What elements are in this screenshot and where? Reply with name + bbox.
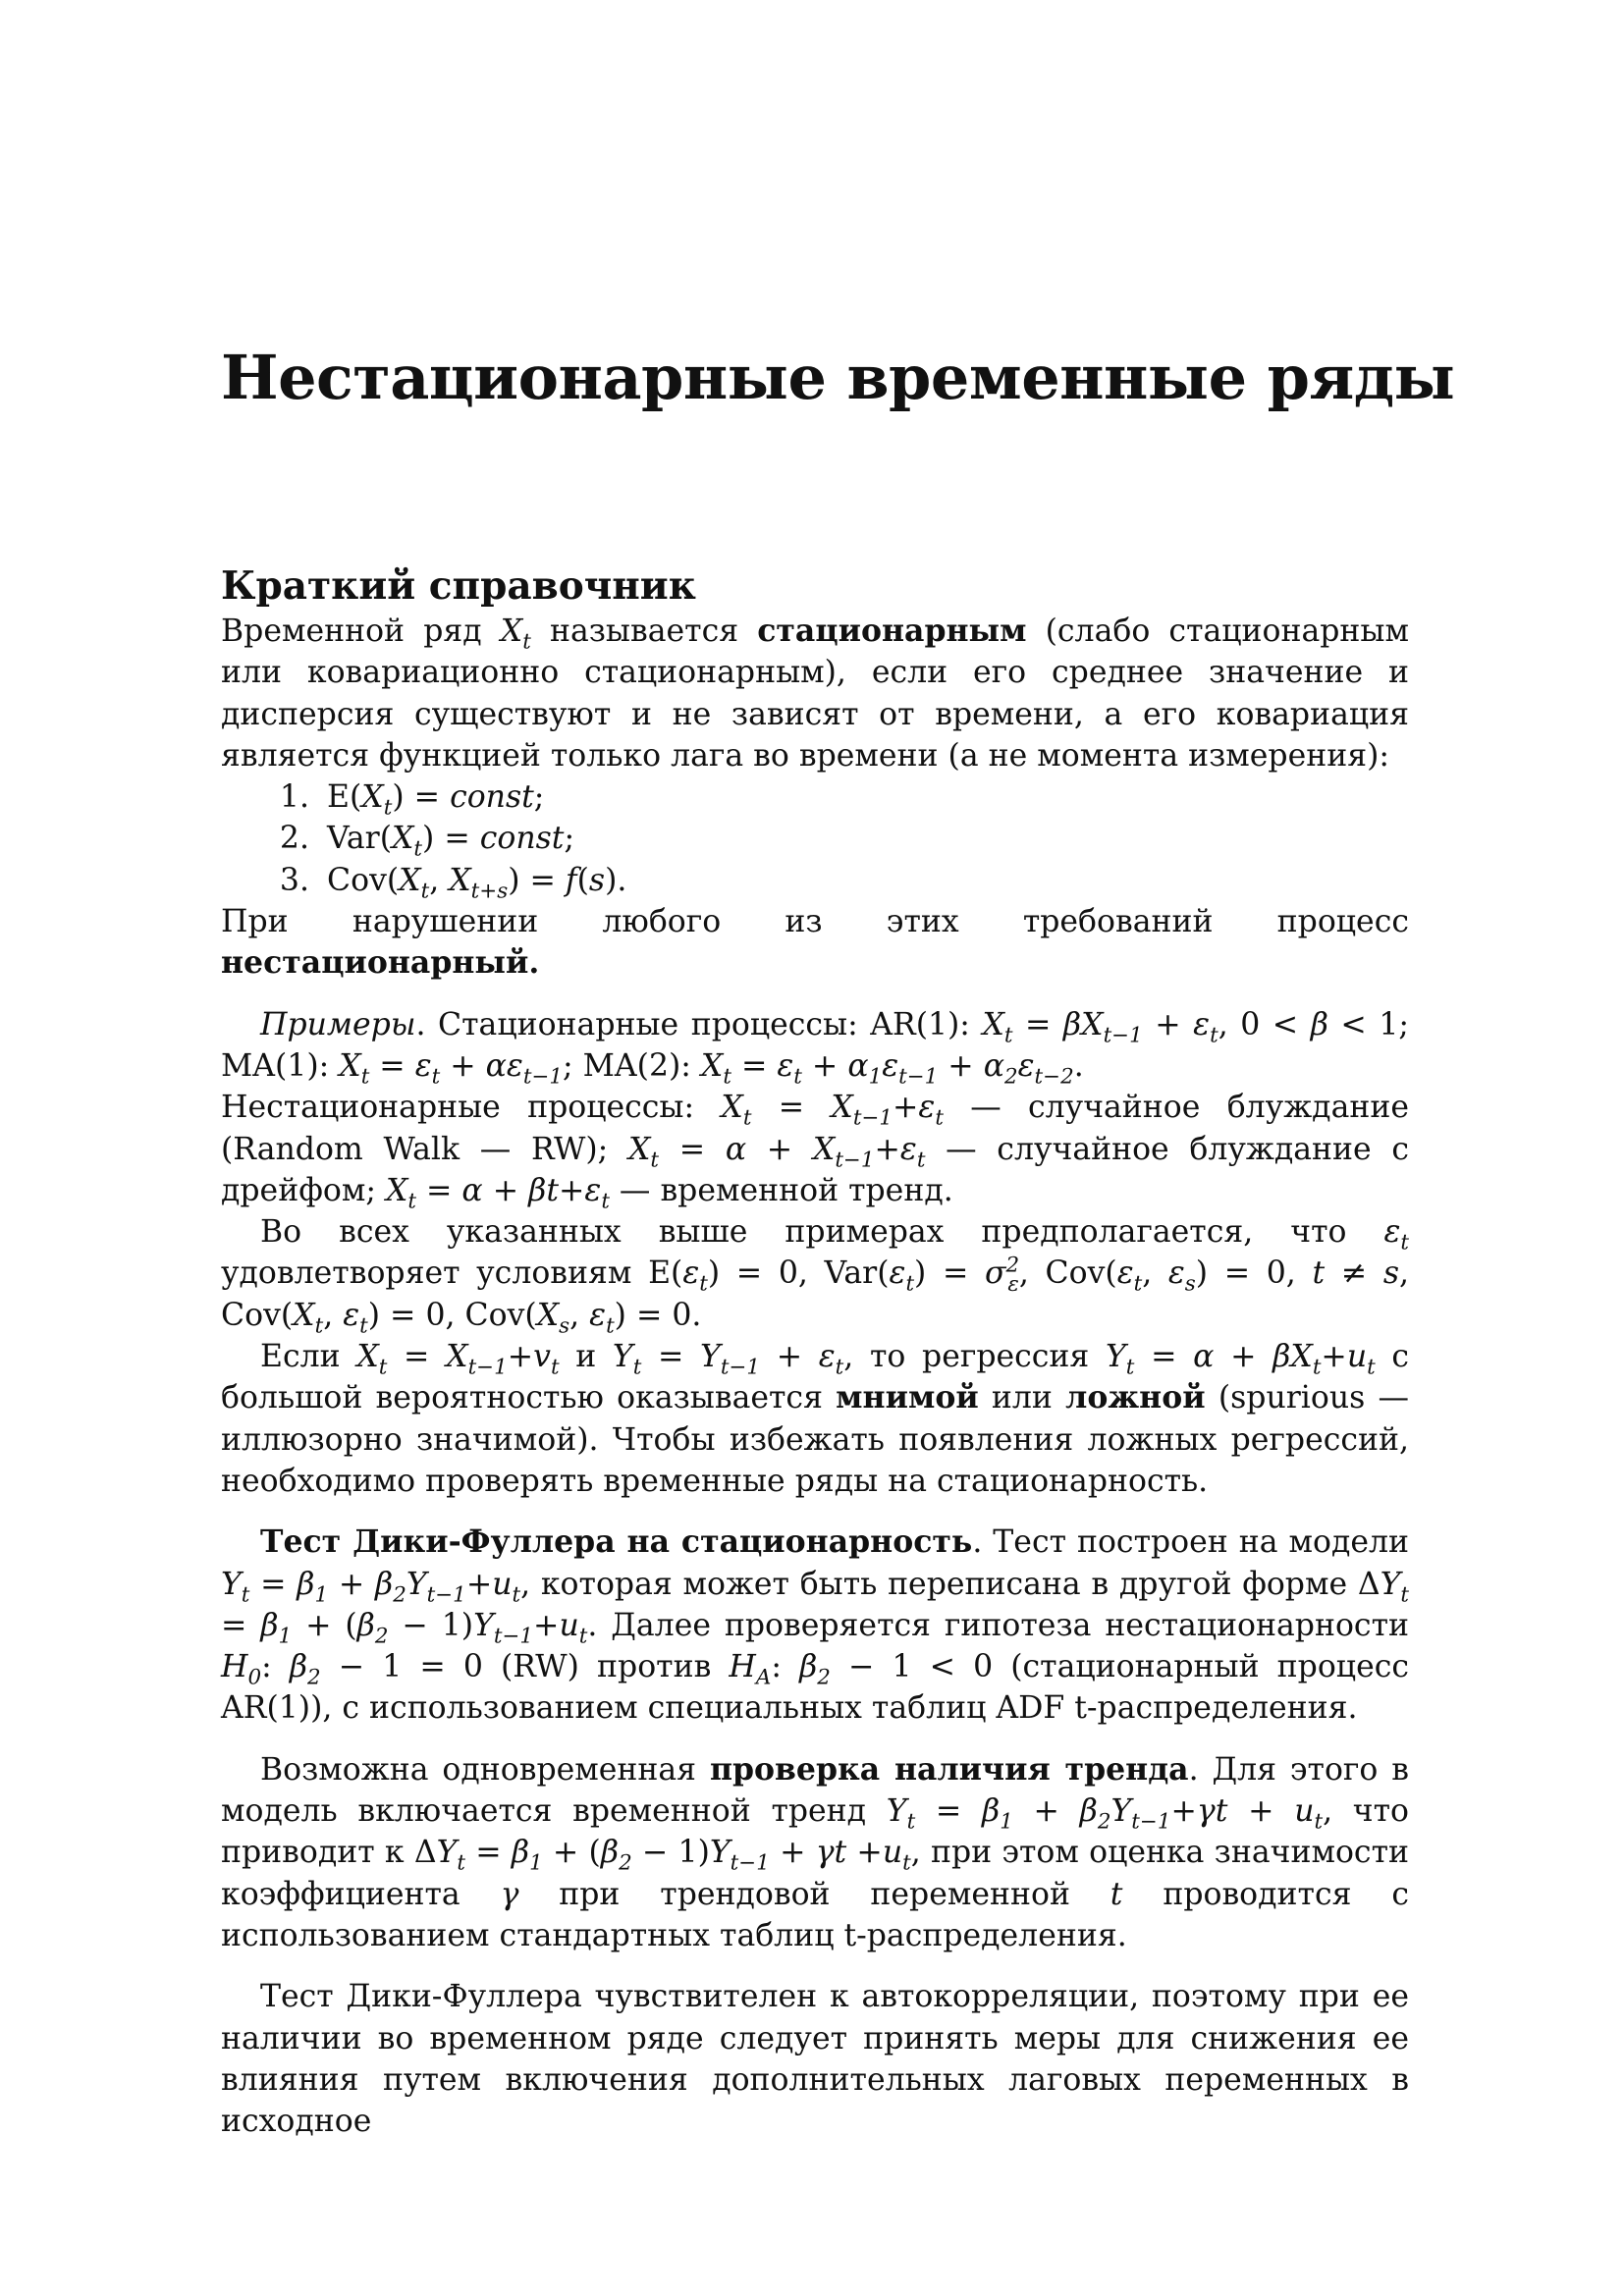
list-item: 2. $Var(X_t)$ = const; [319,818,1409,859]
conditions-list [221,776,1409,904]
list-item: 1. $E(X_t)$ = const; [319,776,1409,818]
paragraph-trend: Возможна одновременная проверка наличия тренда. Для этого в модель включается временной тренд $Y_t = \beta_1 + \beta_2Y_{t-1}+\gamma t + u_t$, что приводит к $\Delta Y_t = \beta_1 + (\beta_2 - 1)Y_{t-1} + \gamma t +u_t$, при этом оценка значимости коэффициента γ при трендовой переменной t проводится с использованием стандартных таблиц t-распределения. [221,1750,1410,1953]
paragraph-violation: При нарушении любого из этих требований процесс нестационарный. [221,904,1409,982]
section-heading: Краткий справочник [221,563,696,609]
paragraph-dickey-fuller: Тест Дики-Фуллера на стационарность. Тест построен на модели $Y_t = \beta_1 + \beta_2Y_{t-1}+u_t$, которая может быть переписана в другой форме $\Delta Y_t = \beta_1 + (\beta_2 - 1)Y_{t-1}+u_t$. Далее проверяется гипотеза нестационарности $H_0$: $\beta_2 - 1 = 0$ (RW) против $H_A$: $\beta_2 - 1 < 0$ (стационарный процесс AR(1)), с использованием специальных таблиц ADF t-распределения. [221,1523,1410,1727]
paragraph-spurious: Если $X_t = X_{t-1}+v_t$ и $Y_t = Y_{t-1} + \varepsilon_t$, то регрессия $Y_t = \alpha + \beta X_t+u_t$ с большой вероятностью оказывается мнимой или ложной (spurious — иллюзорно значимой). Чтобы избежать появления ложных регрессий, необходимо проверять временные ряды на стационарность. [221,1339,1410,1499]
paragraph-autocorrelation: Тест Дики-Фуллера чувствителен к автокорреляции, поэтому при ее наличии во временном ряде следует принять меры для снижения ее влияния путем включения дополнительных лаговых переменных в исходное [221,1979,1409,2140]
document-body [221,611,1409,2142]
paragraph-assumptions: Во всех указанных выше примерах предполагается, что $\varepsilon_t$ удовлетворяет условиям $E(\varepsilon_t) = 0$, $Var(\varepsilon_t) = \sigma^2_\varepsilon$, $Cov(\varepsilon_t$, $\varepsilon_s) = 0$, t ≠ s, $Cov(X_t$, $\varepsilon_t) = 0$, $Cov(X_s$, $\varepsilon_t) = 0$. [221,1214,1409,1339]
paragraph-examples: Примеры. Стационарные процессы: AR(1): $X_t = \beta X_{t-1} + \varepsilon_t$, 0 < β < 1; MA(1): $X_t = \varepsilon_t + \alpha\varepsilon_{t-1}$; MA(2): $X_t = \varepsilon_t + \alpha_1\varepsilon_{t-1} + \alpha_2\varepsilon_{t-2}$. Нестационарные процессы: $X_t = X_{t-1}+\varepsilon_t$ — случайное блуждание (Random Walk — RW); $X_t = \alpha + X_{t-1}+\varepsilon_t$ — случайное блуждание с дрейфом; $X_t = \alpha + \beta t+\varepsilon_t$ — временной тренд. [221,1006,1410,1214]
list-item: 3. $Cov(X_t$, $X_{t+s}) = f(s)$. [319,860,1409,901]
page-title: Нестационарные временные ряды [221,342,1455,413]
var-x: $X_t$ [500,614,531,655]
paragraph-definition: Временной ряд $X_t$ называется стационарным (слабо стационарным или ковариационно стационарным), если его среднее значение и дисперсия существуют и не зависят от времени, а его ковариация является функцией только лага во времени (а не момента измерения): [221,613,1409,774]
